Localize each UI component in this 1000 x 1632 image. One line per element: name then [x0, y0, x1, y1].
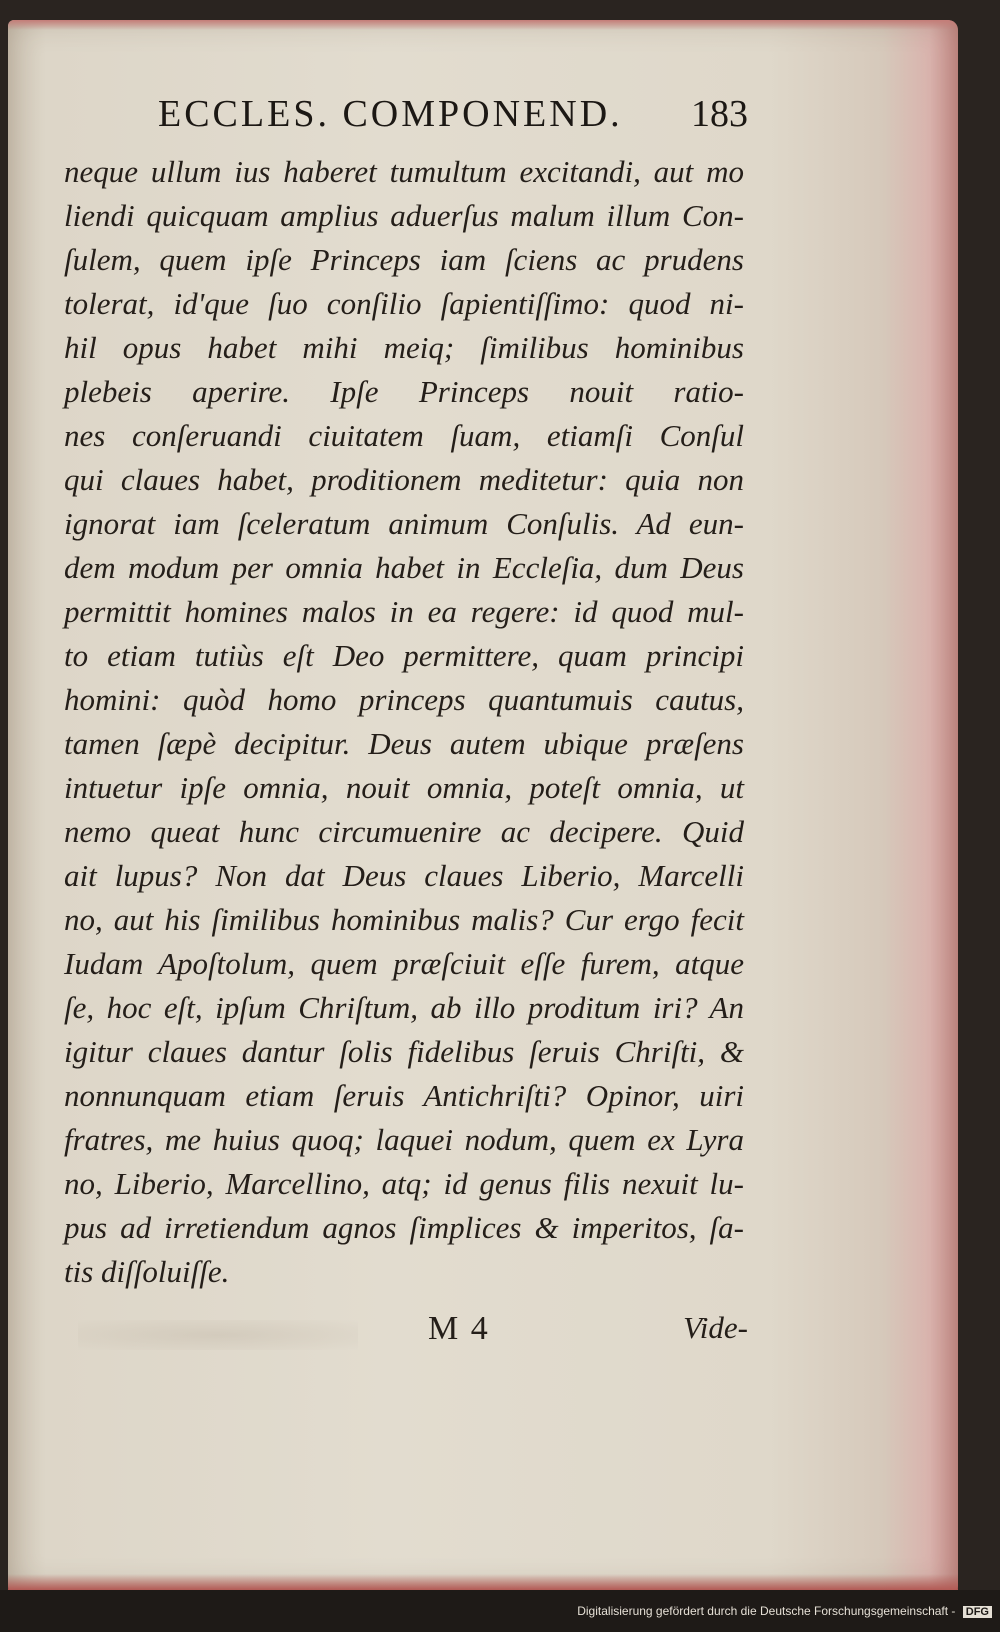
scan-smudge — [78, 1320, 358, 1350]
text-line: neque ullum ius haberet tumultum excitandi, aut mo — [64, 154, 744, 189]
text-line: ſe, hoc eſt, ipſum Chriſtum, ab illo proditum iri? An — [64, 990, 744, 1025]
text-line: ſulem, quem ipſe Princeps iam ſciens ac prudens — [64, 242, 744, 277]
text-line: nes conſeruandi ciuitatem ſuam, etiamſi Conſul — [64, 418, 744, 453]
text-line: no, aut his ſimilibus hominibus malis? Cur ergo fecit — [64, 902, 744, 937]
running-title: ECCLES. COMPONEND. — [158, 93, 623, 135]
signature-mark: M 4 — [428, 1310, 490, 1347]
body-text — [64, 150, 744, 1294]
scan-bottom-strip — [0, 1590, 1000, 1632]
text-line: dem modum per omnia habet in Eccleſia, dum Deus — [64, 550, 744, 585]
page-number: 183 — [691, 93, 748, 135]
credit-text: Digitalisierung gefördert durch die Deutsche Forschungsgemeinschaft - — [577, 1604, 956, 1618]
running-head — [158, 92, 758, 142]
text-line: igitur claues dantur ſolis fidelibus ſeruis Chriſti, & — [64, 1034, 744, 1069]
page-edge-top — [8, 20, 958, 30]
text-line: tolerat, id'que ſuo conſilio ſapientiſſimo: quod ni- — [64, 286, 744, 321]
text-line: ignorat iam ſceleratum animum Conſulis. Ad eun- — [64, 506, 744, 541]
text-line: hil opus habet mihi meiq; ſimilibus hominibus — [64, 330, 744, 365]
text-line: qui claues habet, proditionem meditetur: quia non — [64, 462, 744, 497]
text-line: no, Liberio, Marcellino, atq; id genus filis nexuit lu- — [64, 1166, 744, 1201]
text-line: nemo queat hunc circumuenire ac decipere. Quid — [64, 814, 744, 849]
page-footer — [428, 1310, 748, 1360]
book-page — [8, 20, 958, 1590]
catchword: Vide- — [683, 1310, 748, 1345]
text-line: nonnunquam etiam ſeruis Antichriſti? Opinor, uiri — [64, 1078, 744, 1113]
page-edge-bottom — [8, 1574, 958, 1590]
text-line: liendi quicquam amplius aduerſus malum illum Con- — [64, 198, 744, 233]
text-line: tamen ſæpè decipitur. Deus autem ubique præſens — [64, 726, 744, 761]
text-line: ait lupus? Non dat Deus claues Liberio, Marcelli — [64, 858, 744, 893]
text-line: tis diſſoluiſſe. — [64, 1254, 230, 1289]
text-line: fratres, me huius quoq; laquei nodum, quem ex Lyra — [64, 1122, 744, 1157]
text-line: plebeis aperire. Ipſe Princeps nouit ratio- — [64, 374, 744, 409]
text-line: to etiam tutiùs eſt Deo permittere, quam principi — [64, 638, 744, 673]
text-line: homini: quòd homo princeps quantumuis cautus, — [64, 682, 744, 717]
dfg-logo: DFG — [963, 1606, 992, 1618]
digitization-credit — [577, 1604, 992, 1618]
text-line: intuetur ipſe omnia, nouit omnia, poteſt omnia, ut — [64, 770, 744, 805]
text-line: permittit homines malos in ea regere: id quod mul- — [64, 594, 744, 629]
text-line: pus ad irretiendum agnos ſimplices & imperitos, ſa- — [64, 1210, 744, 1245]
text-line: Iudam Apoſtolum, quem præſciuit eſſe furem, atque — [64, 946, 744, 981]
